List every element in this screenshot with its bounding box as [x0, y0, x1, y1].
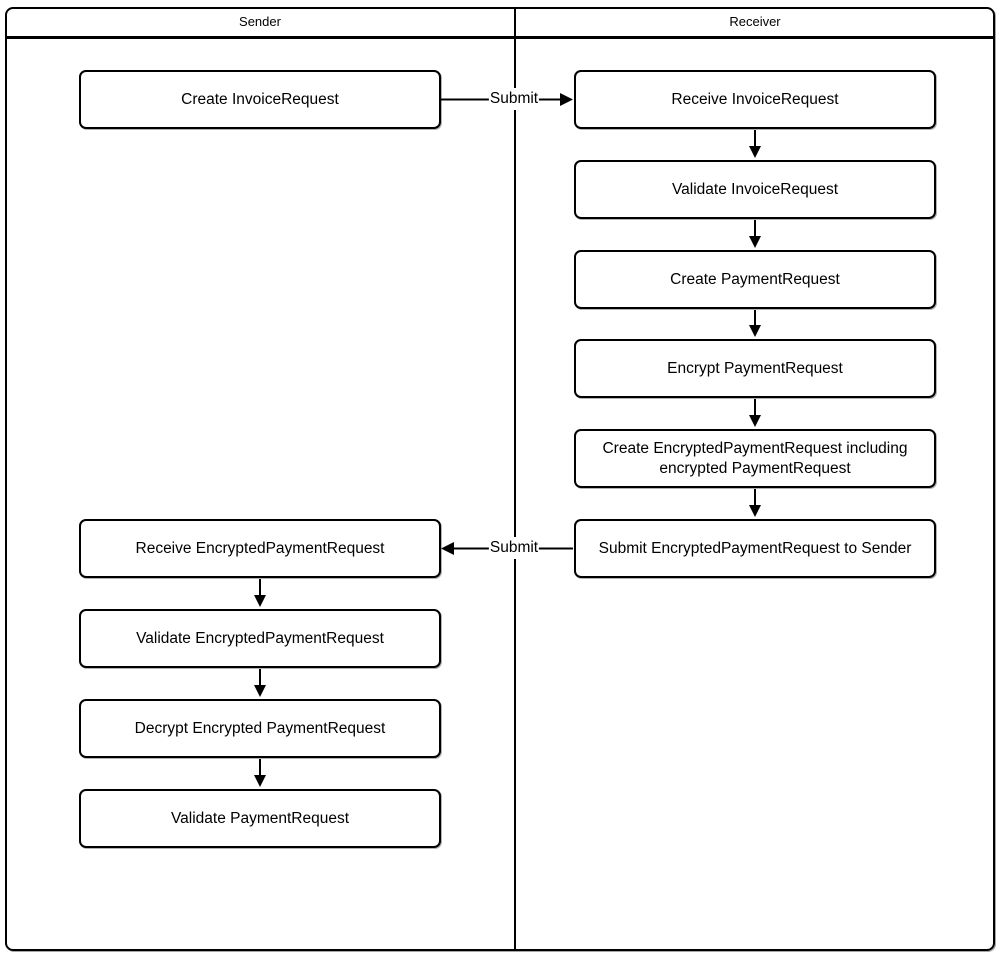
node-create-invoice-request[interactable]: [79, 70, 441, 129]
node-validate-encrypted-payment-request[interactable]: [79, 609, 441, 668]
node-label: Create EncryptedPaymentRequest including encrypted PaymentRequest: [602, 440, 908, 477]
node-create-payment-request[interactable]: [574, 250, 936, 309]
node-submit-encrypted-payment-request[interactable]: [574, 519, 936, 578]
lane-header-receiver: [515, 7, 995, 36]
node-label: Receive EncryptedPaymentRequest: [135, 539, 385, 557]
node-decrypt-encrypted-payment-request[interactable]: [79, 699, 441, 758]
lane-title-sender: Sender: [239, 14, 281, 29]
lane-title-receiver: Receiver: [729, 14, 781, 29]
node-label: Create InvoiceRequest: [181, 90, 339, 108]
lane-header-sender: [5, 7, 515, 36]
lane-header-separator: [6, 36, 994, 39]
node-validate-payment-request[interactable]: [79, 789, 441, 848]
edge-label-text: Submit: [489, 90, 539, 107]
node-label: Encrypt PaymentRequest: [667, 359, 843, 377]
edge-label-submit-payment: [489, 537, 539, 559]
node-label: Validate EncryptedPaymentRequest: [136, 629, 384, 647]
node-label: Validate InvoiceRequest: [671, 180, 838, 198]
edge-label-submit-invoice: [489, 88, 539, 110]
node-validate-invoice-request[interactable]: [574, 160, 936, 219]
node-label: Submit EncryptedPaymentRequest to Sender: [598, 539, 912, 557]
node-label: Decrypt Encrypted PaymentRequest: [134, 719, 386, 737]
lane-divider: [514, 8, 516, 950]
edge-label-text: Submit: [489, 539, 539, 556]
node-label: Receive InvoiceRequest: [671, 90, 839, 108]
node-receive-invoice-request[interactable]: [574, 70, 936, 129]
node-label: Validate PaymentRequest: [170, 809, 350, 827]
node-label: Create PaymentRequest: [670, 270, 840, 288]
node-receive-encrypted-payment-request[interactable]: [79, 519, 441, 578]
node-create-encrypted-payment-request[interactable]: [574, 429, 936, 488]
node-encrypt-payment-request[interactable]: [574, 339, 936, 398]
